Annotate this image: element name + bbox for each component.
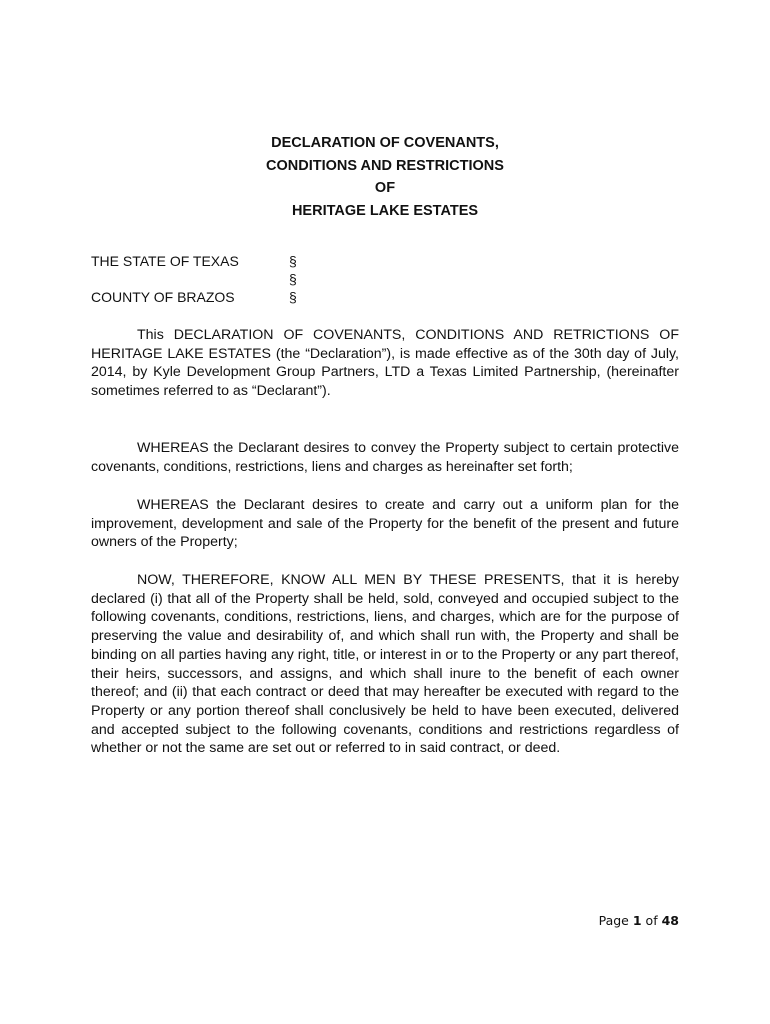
page-label: Page <box>598 913 629 928</box>
page-number: 1 <box>632 913 642 928</box>
paragraph-intro: This DECLARATION OF COVENANTS, CONDITIONS AND RETRICTIONS OF HERITAGE LAKE ESTATES (the “Declaration”), is made effective as of the 30th day of July, 2014, by Kyle Development Group Partners, LTD a Texas Limited Partnership, (hereinafter sometimes referred to as “Declarant”). <box>91 327 679 400</box>
page-footer <box>599 913 679 928</box>
title-line-4: HERITAGE LAKE ESTATES <box>291 202 479 219</box>
paragraph-whereas-2: WHEREAS the Declarant desires to create and carry out a uniform plan for the improvement, development and sale of the Property for the benefit of the present and future owners of the Property; <box>91 497 679 551</box>
of-label: of <box>645 913 658 928</box>
title-line-1: DECLARATION OF COVENANTS, <box>271 135 499 151</box>
section-mark-2: § <box>289 271 297 287</box>
title-line-2: CONDITIONS AND RESTRICTIONS <box>266 157 504 174</box>
paragraph-now-therefore: NOW, THEREFORE, KNOW ALL MEN BY THESE PRESENTS, that it is hereby declared (i) that all of the Property shall be held, sold, conveyed and occupied subject to the following covenants, conditions, restrictions, liens, and charges, which are for the purpose of preserving the value and desirability of, and which shall run with, the Property and shall be binding on all parties having any right, title, or interest in or to the Property or any part thereof, their heirs, successors, and assigns, and which shall inure to the benefit of each owner thereof; and (ii) that each contract or deed that may hereafter be executed with regard to the Property or any portion thereof shall conclusively be held to have been executed, delivered and accepted subject to the following covenants, conditions and restrictions regardless of whether or not the same are set out or referred to in said contract, or deed. <box>91 572 679 757</box>
total-pages: 48 <box>661 913 679 928</box>
caption-state: THE STATE OF TEXAS <box>91 253 239 269</box>
document-title <box>0 132 770 222</box>
title-line-3: OF <box>374 180 396 196</box>
caption-county: COUNTY OF BRAZOS <box>91 289 235 305</box>
section-mark-3: § <box>289 289 297 305</box>
paragraph-whereas-1: WHEREAS the Declarant desires to convey the Property subject to certain protective covenants, conditions, restrictions, liens and charges as hereinafter set forth; <box>91 440 679 475</box>
section-mark-1: § <box>289 253 297 269</box>
